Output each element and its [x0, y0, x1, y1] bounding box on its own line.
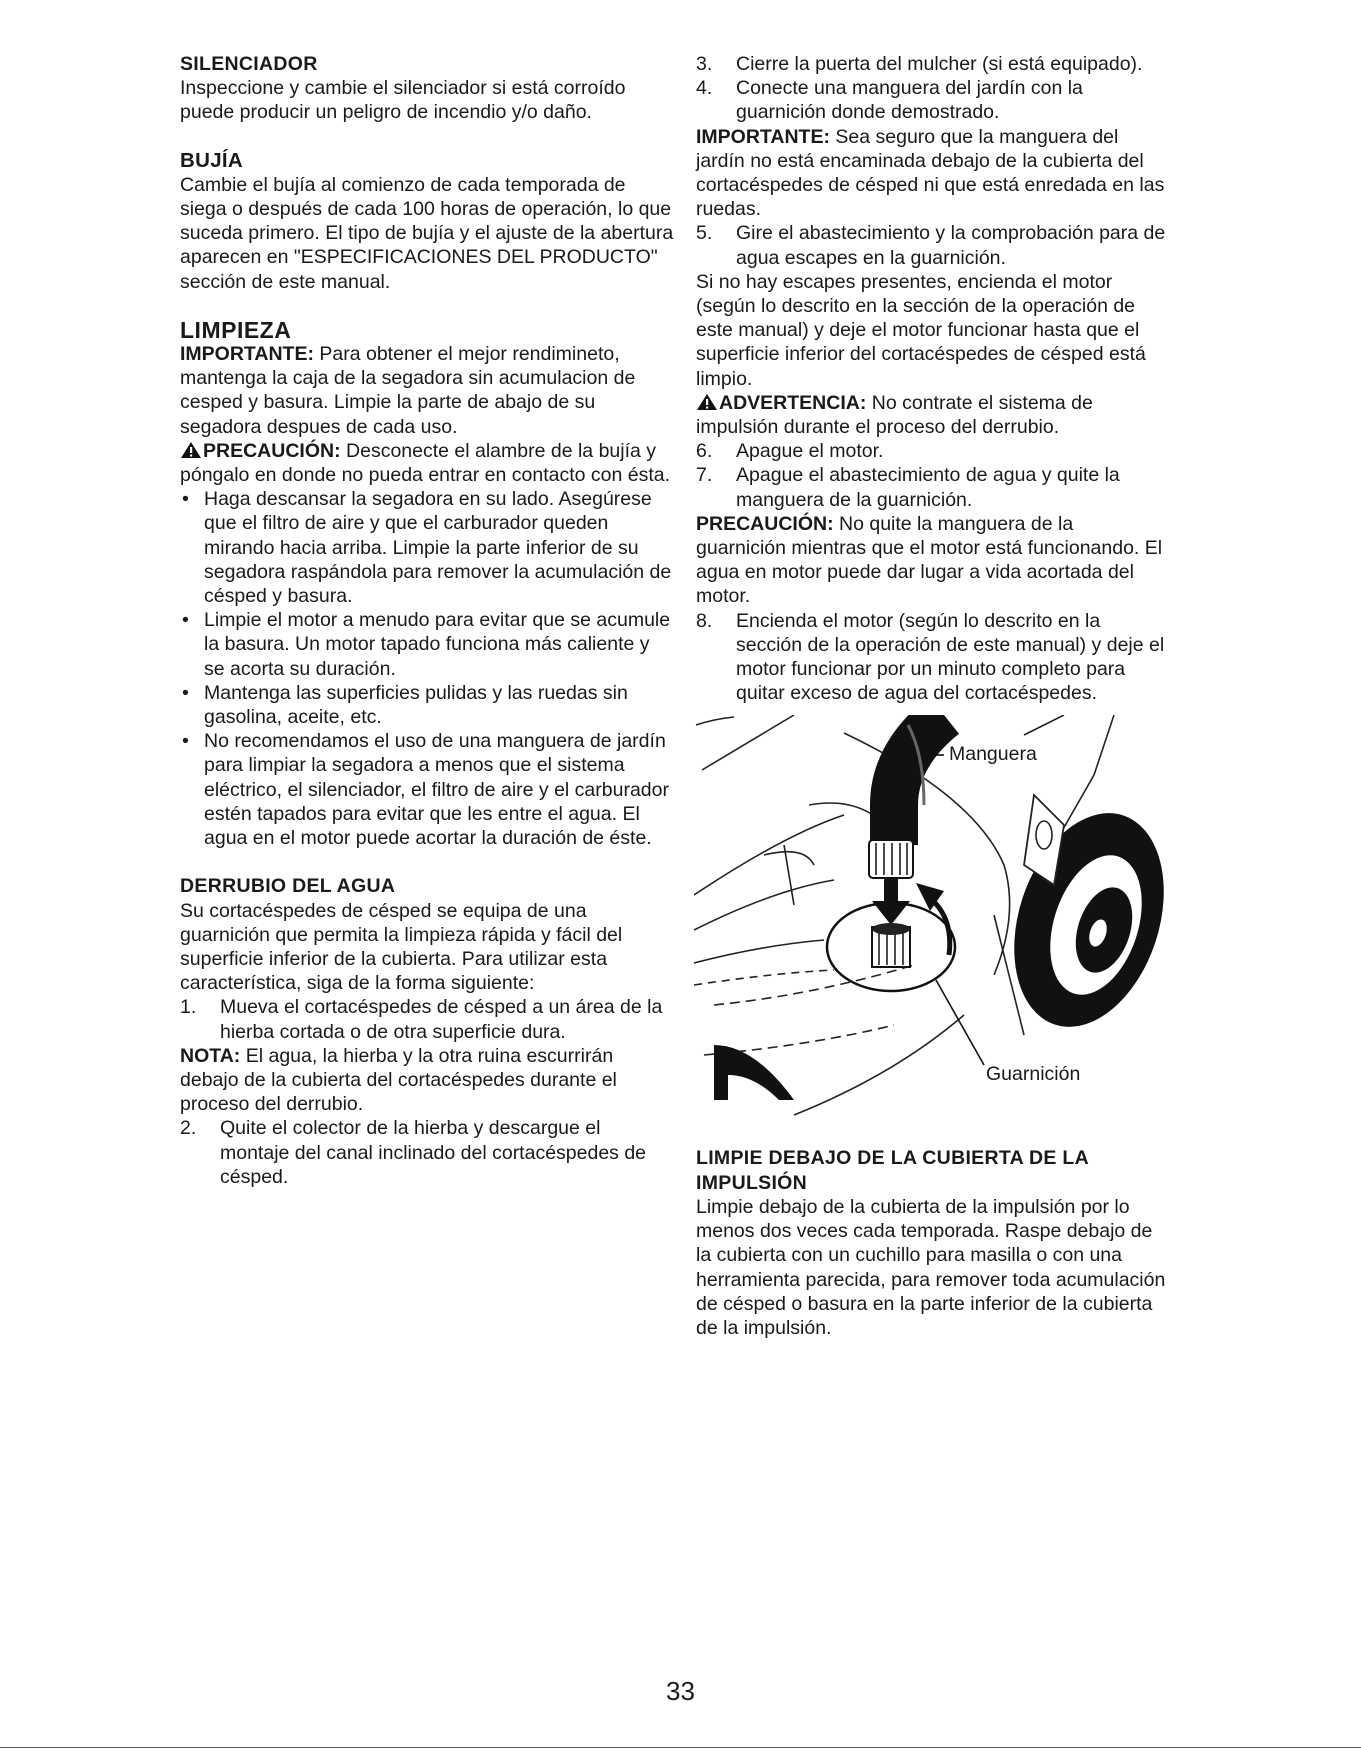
list-item: • No recomendamos el uso de una manguera de jardín para limpiar la segadora a menos que el sistema eléctrico, el silenciador, el filtro de aire y el carburador estén tapados para evitar que les entre el agua. El agua en el motor puede acortar la duración de éste.: [180, 729, 675, 850]
warning-triangle-icon: [696, 393, 718, 411]
list-item: 4. Conecte una manguera del jardín con la guarnición donde demostrado.: [696, 77, 1083, 124]
right-important: IMPORTANTE: Sea seguro que la manguera del jardín no está encaminada debajo de la cubierta del cortacéspedes de césped ni que está enredada en las ruedas.: [696, 125, 1165, 221]
bottom-rule: [0, 1747, 1361, 1748]
derrubio-note: NOTA: El agua, la hierba y la otra ruina escurrirán debajo de la cubierta del cortacéspedes durante el proceso del derrubio.: [180, 1044, 617, 1116]
hose-fitting-illustration: [694, 715, 1164, 1130]
left-column: [180, 52, 675, 1189]
section-title-derrubio: DERRUBIO DEL AGUA: [180, 875, 396, 898]
list-item: 7. Apague el abastecimiento de agua y quite la manguera de la guarnición.: [696, 464, 1120, 511]
limpieza-bullet-list: [180, 487, 675, 850]
limpieza-important: IMPORTANTE: Para obtener el mejor rendimineto, mantenga la caja de la segadora sin acumulacion de cesped y basura. Limpie la parte de abajo de su segadora despues de cada uso.: [180, 343, 636, 438]
list-item: 5. Gire el abastecimiento y la comprobación para de agua escapes en la guarnición.: [696, 222, 1166, 269]
section-title-bujia: BUJÍA: [180, 148, 244, 172]
list-item: 1. Mueva el cortacéspedes de césped a un área de la hierba cortada o de otra superficie dura.: [180, 996, 663, 1043]
list-item: • Haga descansar la segadora en su lado. Asegúrese que el filtro de aire y que el carburador queden mirando hacia arriba. Limpie la parte inferior de su segadora raspándola para remover la acumulación de césped y basura.: [180, 487, 675, 608]
warning-triangle-icon: [180, 441, 202, 459]
steps-3-4: [696, 52, 1166, 125]
section-title-silenciador: SILENCIADOR: [180, 53, 318, 75]
limpie-text: Limpie debajo de la cubierta de la impulsión por lo menos dos veces cada temporada. Raspe debajo de la cubierta con un cuchillo para masilla o con una herramienta parecida, para remover toda acumulación de césped o basura en la parte inferior de la cubierta de la impulsión.: [696, 1195, 1166, 1339]
steps-8: [696, 609, 1166, 706]
derrubio-intro: Su cortacéspedes de césped se equipa de una guarnición que permita la limpieza rápida y fácil del superficie inferior de la cubierta. Para utilizar esta característica, siga de la forma siguiente:: [180, 899, 623, 995]
steps-5: [696, 221, 1166, 269]
section-title-limpie: LIMPIE DEBAJO DE LA CUBIERTA DE LA IMPULSIÓN: [696, 1147, 1089, 1194]
derrubio-steps-1: [180, 995, 675, 1043]
steps-6-7: [696, 439, 1166, 512]
derrubio-steps-2: [180, 1116, 675, 1189]
bujia-text: Cambie el bujía al comienzo de cada temporada de siega o después de cada 100 horas de operación, lo que suceda primero. El tipo de bujía y el ajuste de la abertura aparecen en "ESPECIFICACIONES DEL PRODUCTO" sección de este manual.: [180, 173, 674, 293]
list-item: 3. Cierre la puerta del mulcher (si está equipado).: [696, 53, 1143, 75]
limpieza-caution: PRECAUCIÓN: Desconecte el alambre de la bujía y póngalo en donde no pueda entrar en contacto con ésta.: [180, 439, 671, 487]
section-title-limpieza: LIMPIEZA: [180, 316, 292, 343]
right-caution: PRECAUCIÓN: No quite la manguera de la guarnición mientras que el motor está funcionando. El agua en motor puede dar lugar a vida acortada del motor.: [696, 512, 1163, 608]
list-item: 2. Quite el colector de la hierba y descargue el montaje del canal inclinado del cortacéspedes de césped.: [180, 1117, 647, 1188]
label-guarnicion: Guarnición: [986, 1063, 1081, 1086]
label-manguera: Manguera: [949, 743, 1037, 766]
mower-deck-drawing: [694, 715, 1164, 1130]
list-item: • Mantenga las superficies pulidas y las ruedas sin gasolina, aceite, etc.: [180, 681, 675, 729]
right-warning: ADVERTENCIA: No contrate el sistema de impulsión durante el proceso del derrubio.: [696, 391, 1093, 439]
after-step5-text: Si no hay escapes presentes, encienda el motor (según lo descrito en la sección de la operación de este manual) y deje el motor funcionar hasta que el superficie inferior del cortacéspedes de césped está limpio.: [696, 270, 1146, 390]
right-column: [696, 52, 1166, 1340]
list-item: 6. Apague el motor.: [696, 440, 884, 463]
page-number: 33: [666, 1676, 695, 1706]
silenciador-text: Inspeccione y cambie el silenciador si está corroído puede producir un peligro de incendio y/o daño.: [180, 77, 626, 124]
list-item: 8. Encienda el motor (según lo descrito en la sección de la operación de este manual) y deje el motor funcionar por un minuto completo para quitar exceso de agua del cortacéspedes.: [696, 609, 1165, 705]
list-item: • Limpie el motor a menudo para evitar que se acumule la basura. Un motor tapado funciona más caliente y se acorta su duración.: [180, 608, 675, 681]
